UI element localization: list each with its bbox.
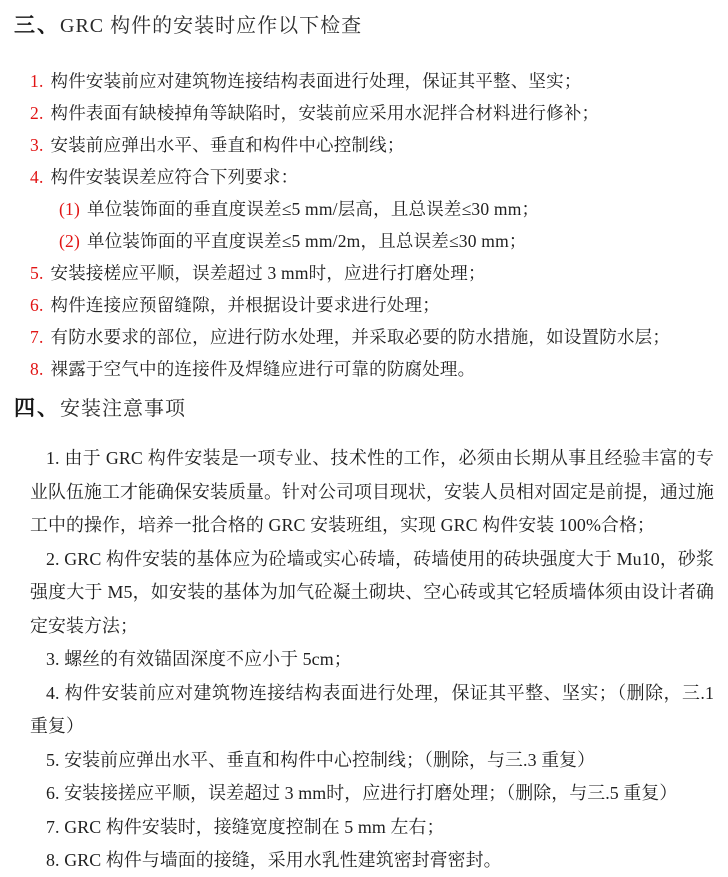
checklist-subitem bbox=[14, 225, 714, 257]
item-number: 6. bbox=[30, 295, 44, 315]
item-text: 单位装饰面的平直度误差≤5 mm/2m，且总误差≤30 mm； bbox=[87, 231, 527, 251]
item-text: 构件安装前应对建筑物连接结构表面进行处理，保证其平整、坚实； bbox=[50, 71, 582, 91]
item-text: 有防水要求的部位，应进行防水处理，并采取必要的防水措施，如设置防水层； bbox=[50, 327, 671, 347]
note-paragraph: 1. 由于 GRC 构件安装是一项专业、技术性的工作，必须由长期从事且经验丰富的专业队伍施工才能确保安装质量。针对公司项目现状，安装人员相对固定是前提，通过施工中的操作，培养一批合格的 GRC 安装班组，实现 GRC 构件安装 100%合格； bbox=[30, 448, 714, 535]
section4-heading-title: 安装注意事项 bbox=[60, 398, 186, 420]
item-text: 安装前应弹出水平、垂直和构件中心控制线； bbox=[50, 135, 405, 155]
checklist-item bbox=[14, 289, 714, 321]
item-number: 3. bbox=[30, 135, 44, 155]
note-paragraph: 6. 安装接搓应平顺，误差超过 3 mm时，应进行打磨处理；（删除，与三.5 重复） bbox=[46, 783, 678, 803]
section3-heading-title: GRC 构件的安装时应作以下检查 bbox=[60, 15, 363, 37]
item-text: 裸露于空气中的连接件及焊缝应进行可靠的防腐处理。 bbox=[50, 359, 476, 379]
note-paragraph: 2. GRC 构件安装的基体应为砼墙或实心砖墙，砖墙使用的砖块强度大于 Mu10，砂浆强度大于 M5，如安装的基体为加气砼凝土砌块、空心砖或其它轻质墙体须由设计者确定安装方法； bbox=[30, 548, 714, 636]
checklist-item bbox=[14, 257, 714, 289]
section4-heading-number: 四、 bbox=[14, 396, 60, 420]
note-paragraph: 5. 安装前应弹出水平、垂直和构件中心控制线；（删除，与三.3 重复） bbox=[46, 749, 596, 770]
item-number: (2) bbox=[59, 231, 81, 251]
note-paragraph: 4. 构件安装前应对建筑物连接结构表面进行处理，保证其平整、坚实；（删除，三.1 重复） bbox=[30, 682, 714, 736]
inspection-checklist bbox=[14, 65, 714, 385]
item-text: 构件表面有缺棱掉角等缺陷时，安装前应采用水泥拌合材料进行修补； bbox=[50, 103, 600, 123]
item-text: 构件安装误差应符合下列要求： bbox=[50, 167, 299, 187]
item-text: 构件连接应预留缝隙，并根据设计要求进行处理； bbox=[50, 295, 440, 315]
note-paragraph: 7. GRC 构件安装时，接缝宽度控制在 5 mm 左右； bbox=[46, 816, 445, 837]
item-number: 1. bbox=[30, 71, 44, 91]
checklist-item bbox=[14, 97, 714, 129]
item-number: 4. bbox=[30, 167, 44, 187]
item-number: 8. bbox=[30, 359, 44, 379]
checklist-item bbox=[14, 161, 714, 193]
item-number: 5. bbox=[30, 263, 44, 283]
item-text: 安装接槎应平顺，误差超过 3 mm时，应进行打磨处理； bbox=[50, 263, 486, 283]
checklist-item bbox=[14, 321, 714, 353]
section3-heading bbox=[14, 12, 714, 39]
section3-heading-number: 三、 bbox=[14, 13, 60, 37]
installation-notes bbox=[30, 442, 714, 877]
note-paragraph: 8. GRC 构件与墙面的接缝，采用水乳性建筑密封膏密封。 bbox=[46, 850, 502, 870]
checklist-item bbox=[14, 65, 714, 97]
item-number: (1) bbox=[59, 199, 81, 219]
item-number: 7. bbox=[30, 327, 44, 347]
note-paragraph: 3. 螺丝的有效锚固深度不应小于 5cm； bbox=[46, 649, 352, 669]
item-text: 单位装饰面的垂直度误差≤5 mm/层高，且总误差≤30 mm； bbox=[87, 199, 540, 219]
checklist-subitem bbox=[14, 193, 714, 225]
item-number: 2. bbox=[30, 103, 44, 123]
section4-heading bbox=[14, 395, 714, 422]
checklist-item bbox=[14, 353, 714, 385]
checklist-item bbox=[14, 129, 714, 161]
